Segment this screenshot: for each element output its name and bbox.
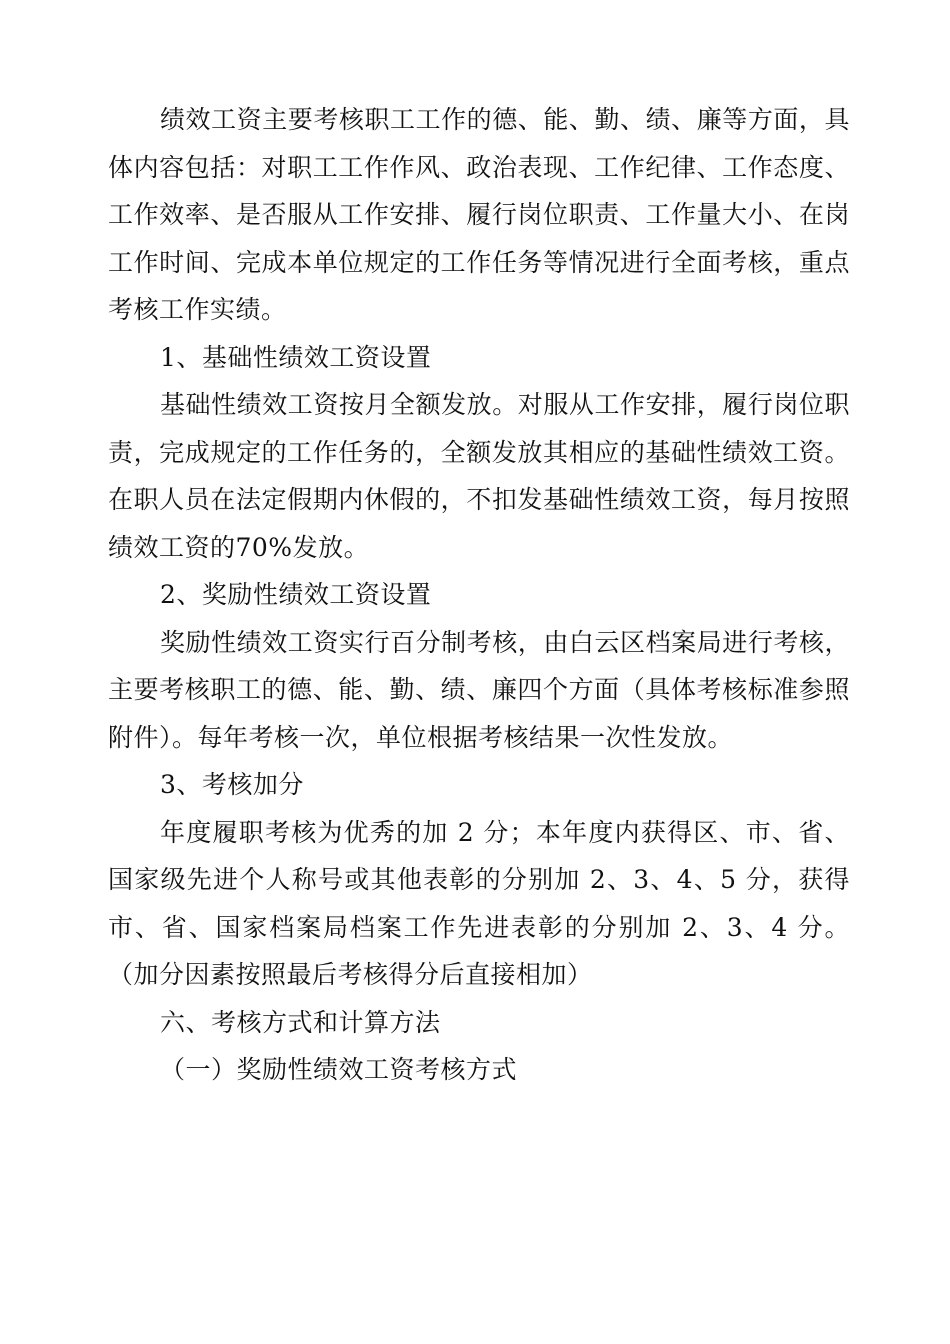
heading-section-six: 六、考核方式和计算方法 xyxy=(160,1007,441,1037)
heading-basic-performance-pay: 1、基础性绩效工资设置 xyxy=(160,342,432,372)
paragraph-intro: 绩效工资主要考核职工工作的德、能、勤、绩、廉等方面，具体内容包括：对职工工作作风、政治表现、工作纪律、工作态度、工作效率、是否服从工作安排、履行岗位职责、工作量大小、在岗工作时间、完成本单位规定的工作任务等情况进行全面考核，重点考核工作实绩。 xyxy=(108,105,850,324)
heading-subsection-one: （一）奖励性绩效工资考核方式 xyxy=(160,1055,518,1084)
document-body xyxy=(108,96,850,1094)
heading-incentive-performance-pay: 2、奖励性绩效工资设置 xyxy=(160,580,432,609)
heading-bonus-points: 3、考核加分 xyxy=(160,770,304,799)
paragraph-basic-performance-pay: 基础性绩效工资按月全额发放。对服从工作安排，履行岗位职责，完成规定的工作任务的，全额发放其相应的基础性绩效工资。在职人员在法定假期内休假的，不扣发基础性绩效工资，每月按照绩效工资的70%发放。 xyxy=(108,390,850,562)
paragraph-bonus-points: 年度履职考核为优秀的加 2 分；本年度内获得区、市、省、国家级先进个人称号或其他表彰的分别加 2、3、4、5 分，获得市、省、国家档案局档案工作先进表彰的分别加 2、3、4 分。（加分因素按照最后考核得分后直接相加） xyxy=(108,817,850,989)
paragraph-incentive-performance-pay: 奖励性绩效工资实行百分制考核，由白云区档案局进行考核，主要考核职工的德、能、勤、绩、廉四个方面（具体考核标准参照附件）。每年考核一次，单位根据考核结果一次性发放。 xyxy=(108,627,850,752)
